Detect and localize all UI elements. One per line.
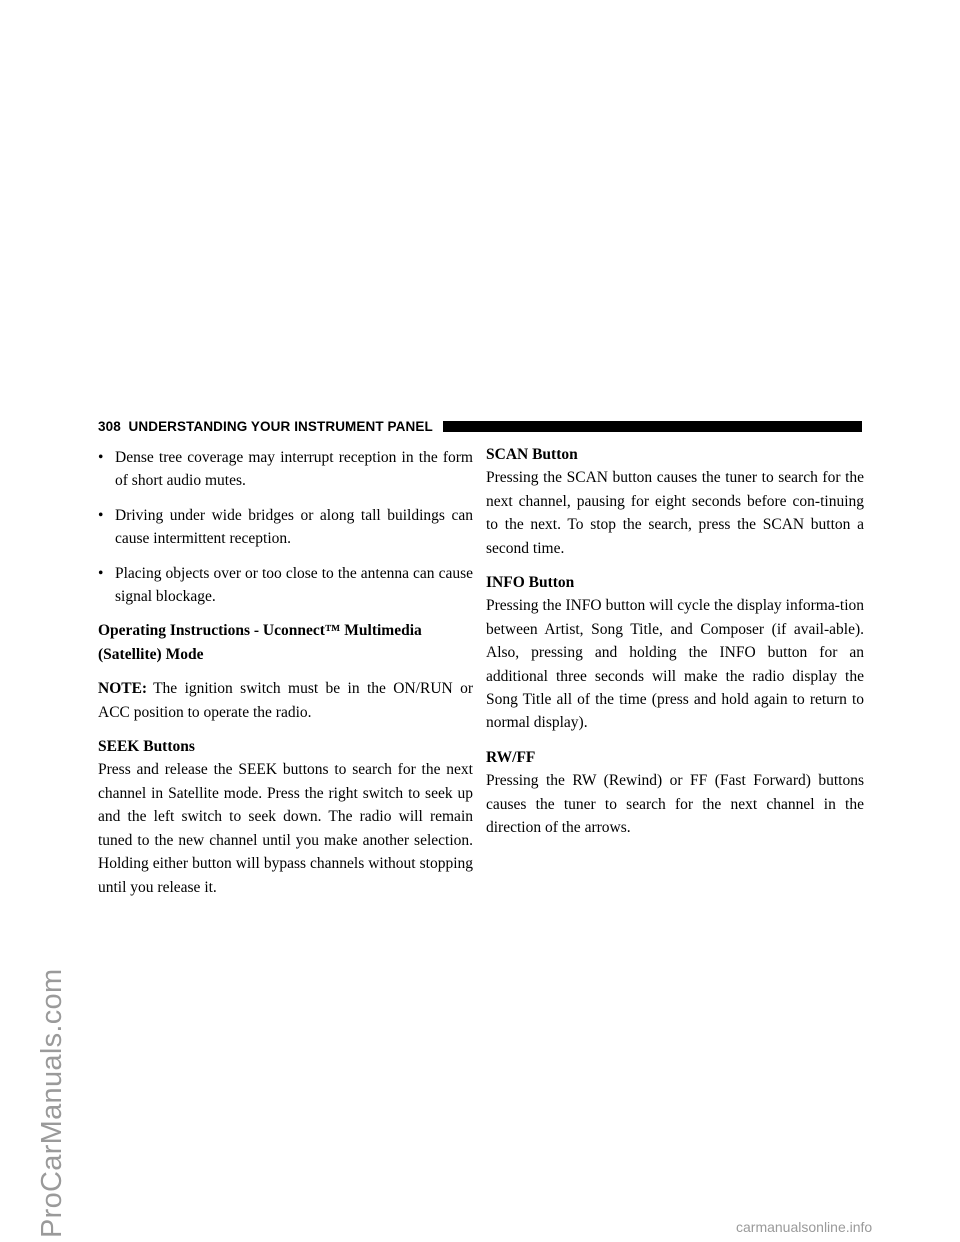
page-title: UNDERSTANDING YOUR INSTRUMENT PANEL bbox=[128, 418, 433, 434]
bullet-text: Driving under wide bridges or along tall buildings can cause intermittent reception. bbox=[115, 506, 473, 548]
page-number: 308 bbox=[98, 418, 121, 434]
bullet-item bbox=[98, 504, 473, 551]
bullet-text: Placing objects over or too close to the antenna can cause signal blockage. bbox=[115, 564, 473, 606]
right-column bbox=[486, 443, 864, 851]
note-text: The ignition switch must be in the ON/RUN or ACC position to operate the radio. bbox=[98, 680, 473, 721]
note-label: NOTE: bbox=[98, 680, 148, 698]
rwff-text: Pressing the RW (Rewind) or FF (Fast Forward) buttons causes the tuner to search for the next channel in the direction of the arrows. bbox=[486, 772, 864, 837]
info-heading: INFO Button bbox=[486, 574, 575, 592]
scan-heading: SCAN Button bbox=[486, 446, 578, 463]
seek-block bbox=[98, 735, 473, 899]
seek-text: Press and release the SEEK buttons to search for the next channel in Satellite mode. Press the right switch to seek up and the left switch to seek down. The radio will remain tuned to the new channel until you make another selection. Holding either button will bypass channels without stopping until you release it. bbox=[98, 761, 473, 896]
page-header-text bbox=[98, 419, 433, 434]
footer-watermark: carmanualsonline.info bbox=[736, 1219, 873, 1235]
page-header bbox=[98, 418, 862, 434]
bullet-icon: • bbox=[98, 506, 104, 524]
section-heading: Operating Instructions - Uconnect™ Multimedia (Satellite) Mode bbox=[98, 622, 422, 663]
note-paragraph bbox=[98, 677, 473, 724]
bullet-text: Dense tree coverage may interrupt reception in the form of short audio mutes. bbox=[115, 449, 473, 490]
side-watermark: ProCarManuals.com bbox=[36, 968, 68, 1238]
section-heading-block bbox=[98, 619, 473, 666]
rwff-block bbox=[486, 746, 864, 840]
left-column bbox=[98, 446, 473, 910]
bullet-icon: • bbox=[98, 449, 104, 466]
rwff-heading: RW/FF bbox=[486, 748, 536, 766]
bullet-icon: • bbox=[98, 564, 104, 582]
seek-heading: SEEK Buttons bbox=[98, 738, 195, 756]
info-text: Pressing the INFO button will cycle the display informa-tion between Artist, Song Title, and Composer (if avail-able). Also, pressing and holding the INFO button for an additional three seconds will make the radio display the Song Title all of the time (press and hold again to return to normal display). bbox=[486, 597, 864, 732]
bullet-item bbox=[98, 446, 473, 493]
scan-text: Pressing the SCAN button causes the tuner to search for the next channel, pausing for eight seconds before con-tinuing to the next. To stop the search, press the SCAN button a second time. bbox=[486, 469, 864, 557]
bullet-item bbox=[98, 562, 473, 609]
scan-block bbox=[486, 443, 864, 560]
info-block bbox=[486, 571, 864, 735]
header-rule bbox=[443, 421, 862, 432]
